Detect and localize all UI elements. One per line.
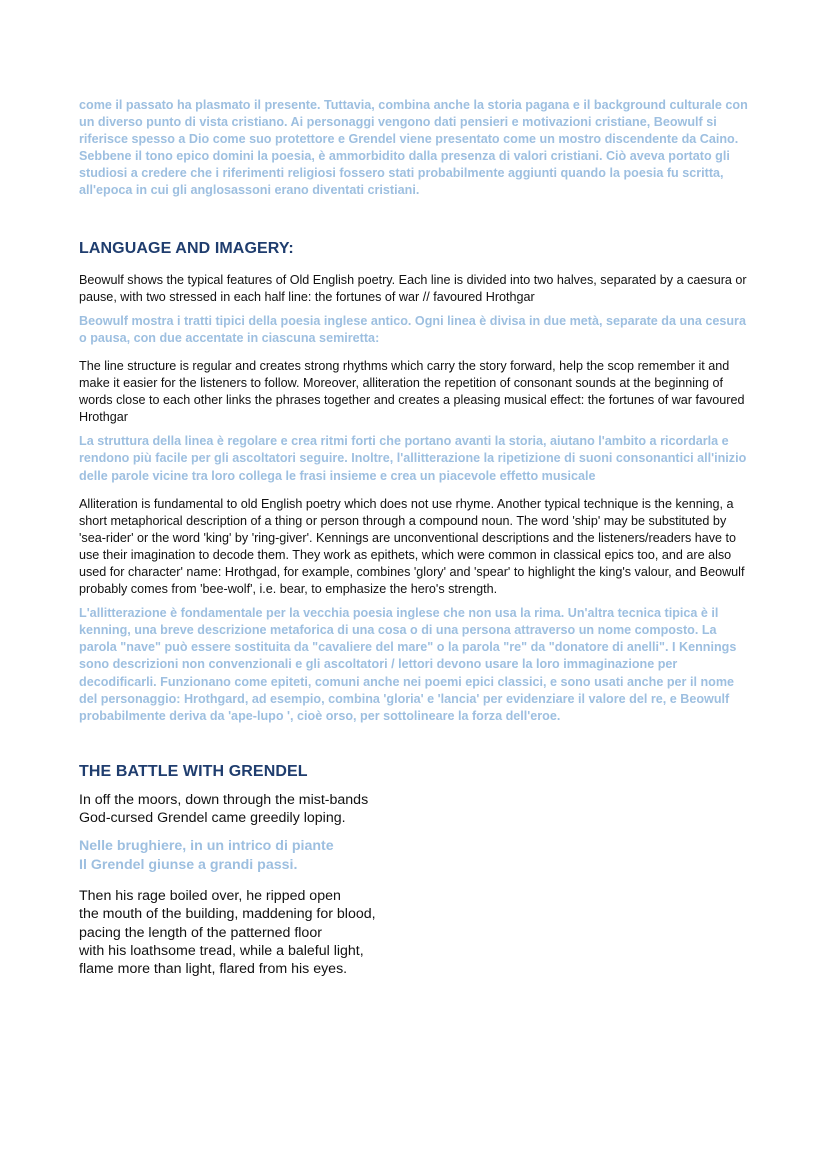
poem-stanza-2: Then his rage boiled over, he ripped open the mouth of the building, maddening for blood, pacing the length of the patterned floor with his loathsome tread, while a baleful light, flame more than light, flared from his eyes. [79, 888, 376, 978]
language-translation-2: La struttura della linea è regolare e crea ritmi forti che portano avanti la storia, aiutano l'ambito a ricordarla e rendono più facile per gli ascoltatori seguire. Inoltre, l'allitterazione la ripetizione di suoni consonantici all'inizio delle parole vicine tra loro collega le frasi insieme e crea un piacevole effetto musicale [79, 434, 747, 483]
language-translation-1: Beowulf mostra i tratti tipici della poesia inglese antico. Ogni linea è divisa in due metà, separate da una cesura o pausa, con due accentate in ciascuna semiretta: [79, 313, 746, 345]
battle-section-heading: THE BATTLE WITH GRENDEL [79, 762, 308, 780]
language-section-heading: LANGUAGE AND IMAGERY: [79, 239, 294, 257]
poem-stanza-1: In off the moors, down through the mist-bands God-cursed Grendel came greedily loping. [79, 791, 369, 827]
language-paragraph-1: Beowulf shows the typical features of Old English poetry. Each line is divided into two halves, separated by a caesura or pause, with two stressed in each half line: the fortunes of war // favoured Hrothgar [79, 272, 747, 304]
intro-translation-paragraph: come il passato ha plasmato il presente. Tuttavia, combina anche la storia pagana e il background culturale con un diverso punto di vista cristiano. Ai personaggi vengono dati pensieri e motivazioni cristiane, Beowulf si riferisce spesso a Dio come suo protettore e Grendel viene presentato come un mostro discendente da Caino. Sebbene il tono epico domini la poesia, è ammorbidito dalla presenza di valori cristiani. Ciò aveva portato gli studiosi a credere che i riferimenti religiosi fossero stati probabilmente aggiunti quando la poesia fu scritta, all'epoca in cui gli anglosassoni erano diventati cristiani. [79, 98, 748, 198]
poem-stanza-1-translation: Nelle brughiere, in un intrico di piante Il Grendel giunse a grandi passi. [79, 838, 334, 873]
language-paragraph-3: Alliteration is fundamental to old English poetry which does not use rhyme. Another typical technique is the kenning, a short metaphorical description of a thing or person through a compound noun. The word 'ship' may be substituted by 'sea-rider' or the word 'king' by 'ring-giver'. Kennings are unconventional descriptions and the listeners/readers have to use their imagination to decode them. They work as epithets, which were common in classical epics too, and are also used for character' name: Hrothgad, for example, combines 'glory' and 'spear' to highlight the king's valour, and Beowulf probably comes from 'bee-wolf', i.e. bear, to emphasize the hero's strength. [79, 496, 745, 597]
language-translation-3: L'allitterazione è fondamentale per la vecchia poesia inglese che non usa la rima. Un'altra tecnica tipica è il kenning, una breve descrizione metaforica di una cosa o di una persona attraverso un nome composto. La parola "nave" può essere sostituita da "cavaliere del mare" o la parola "re" da "donatore di anelli". I Kennings sono descrizioni non convenzionali e gli ascoltatori / lettori devono usare la loro immaginazione per decodificarli. Funzionano come epiteti, comuni anche nei poemi epici classici, e sono usati anche per il nome del personaggio: Hrothgard, ad esempio, combina 'gloria' e 'lancia' per evidenziare il valore del re, e Beowulf probabilmente deriva da 'ape-lupo ', cioè orso, per sottolineare la forza dell'eroe. [79, 606, 737, 723]
language-paragraph-2: The line structure is regular and creates strong rhythms which carry the story forward, help the scop remember it and make it easier for the listeners to follow. Moreover, alliteration the repetition of consonant sounds at the beginning of words close to each other links the phrases together and creates a pleasing musical effect: the fortunes of war favoured Hrothgar [79, 358, 745, 425]
document-page [79, 97, 755, 978]
